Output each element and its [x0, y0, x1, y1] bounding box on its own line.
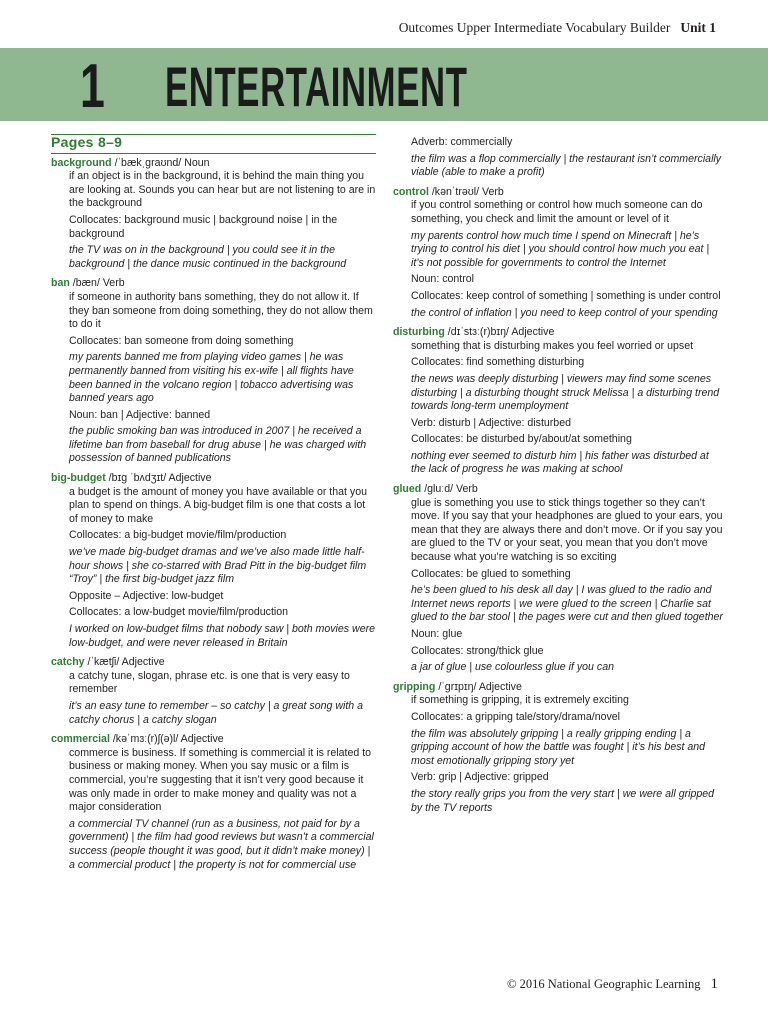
entry-disturbing [393, 326, 723, 477]
pronunciation: /kənˈtrəʊl/ Verb [431, 185, 504, 198]
headword: big-budget [51, 472, 106, 485]
entry-commercial [51, 733, 376, 872]
entry-catchy [51, 656, 376, 727]
examples: the control of inflation | you need to keep control of your spending [411, 306, 718, 319]
examples: the film was a flop commercially | the restaurant isn’t commercially viable (able to make a profit) [411, 152, 722, 179]
word-forms: Verb: disturb | Adjective: disturbed [411, 416, 571, 429]
entry-gripping [393, 681, 723, 815]
collocates: Collocates: a low-budget movie/film/production [69, 606, 289, 619]
word-forms: Noun: ban | Adjective: banned [69, 408, 211, 421]
copyright: © 2016 National Geographic Learning [507, 977, 701, 991]
definition: if an object is in the background, it is behind the main thing you are looking at. Sounds you can hear but are not listening to are in the background [69, 170, 376, 210]
definition: glue is something you use to stick things together so they can’t move. If you say that your headphones are glued to your ears, you mean that they are always there and don’t move. Or if you say you are glued to the TV or your seat, you mean that you don’t move because what you’re watching is so exciting [411, 496, 723, 564]
headword: gripping [393, 680, 436, 693]
pronunciation: /ˈɡrɪpɪŋ/ Adjective [438, 680, 522, 693]
headword: catchy [51, 656, 85, 669]
entry-control [393, 186, 723, 320]
entry-big-budget [51, 472, 376, 650]
collocates: Collocates: a gripping tale/story/drama/novel [411, 710, 621, 723]
headword: control [393, 185, 429, 198]
definition: if you control something or control how much someone can do something, you check and limit the amount or level of it [411, 199, 703, 225]
page-number: 1 [710, 976, 718, 992]
pronunciation: /bæn/ Verb [72, 277, 125, 290]
definition: something that is disturbing makes you feel worried or upset [411, 339, 694, 352]
pronunciation: /dɪˈstɜː(r)bɪŋ/ Adjective [447, 326, 555, 339]
headword: disturbing [393, 326, 445, 339]
page-footer [507, 976, 718, 993]
section-heading: Pages 8–9 [51, 134, 376, 154]
examples: it’s an easy tune to remember – so catchy | a great song with a catchy chorus | a catchy slogan [69, 699, 364, 726]
chapter-title: ENTERTAINMENT [165, 55, 468, 118]
examples: the film was absolutely gripping | a really gripping ending | a gripping account of how the battle was fought | it’s his best and most emotionally gripping story yet [411, 727, 706, 767]
definition: a budget is the amount of money you have available or that you plan to spend on things. A big-budget film is one that costs a lot of money to make [69, 485, 367, 525]
entry-glued [393, 483, 723, 675]
examples: we’ve made big-budget dramas and we’ve also made little half-hour shows | she co-starred with Brad Pitt in the big-budget film “Troy” | the first big-budget jazz film [69, 546, 367, 586]
examples: the TV was on in the background | you could see it in the background | the dance music continued in the background [69, 244, 347, 270]
examples: the news was deeply disturbing | viewers may find some scenes disturbing | a disturbing thought struck Melissa | a disturbing trend towards long-term unemployment [411, 372, 720, 413]
definition: if something is gripping, it is extremely exciting [411, 694, 629, 707]
pronunciation: /ˈbækˌɡraʊnd/ Noun [114, 156, 210, 169]
running-header [399, 20, 716, 36]
headword: glued [393, 483, 422, 496]
right-column [393, 136, 723, 821]
examples: he’s been glued to his desk all day | I was glued to the radio and Internet news reports | we were glued to the screen | Charlie sat glued to the bar stool | the pages were cut and then glued together [411, 584, 723, 624]
chapter-banner [0, 48, 768, 121]
book-title: Outcomes Upper Intermediate Vocabulary Builder [398, 20, 671, 35]
definition: commerce is business. If something is commercial it is related to business or making money. When you say music or a film is commercial, you’re suggesting that it isn’t very good because it was only made in order to make money and quality was not a major consideration [69, 746, 372, 814]
definition: if someone in authority bans something, they do not allow it. If they ban someone from doing something, they do not allow them to do it [69, 290, 373, 331]
collocates: Collocates: be glued to something [411, 567, 571, 580]
entry-ban [51, 277, 376, 466]
pronunciation: /ˈkætʃi/ Adjective [87, 656, 165, 669]
word-forms: Verb: grip | Adjective: gripped [411, 771, 549, 784]
examples: the story really grips you from the very start | we were all gripped by the TV reports [411, 787, 715, 814]
examples: nothing ever seemed to disturb him | his father was disturbed at the lack of progress he was making at school [411, 449, 709, 476]
definition: a catchy tune, slogan, phrase etc. is one that is very easy to remember [69, 669, 350, 696]
collocates: Collocates: strong/thick glue [411, 644, 544, 657]
headword: ban [51, 277, 70, 290]
entry-background [51, 157, 376, 272]
collocates: Collocates: ban someone from doing something [69, 334, 294, 347]
collocates: Collocates: be disturbed by/about/at something [411, 433, 632, 446]
collocates: Collocates: background music | background noise | in the background [69, 213, 338, 240]
examples: a commercial TV channel (run as a business, not paid for by a government) | the film had good reviews but wasn’t a commercial success (people thought it was good, but it didn’t make money) | a commercial product | the property is not for commercial use [69, 817, 374, 871]
pronunciation: /bɪɡ ˈbʌdʒɪt/ Adjective [108, 472, 212, 485]
headword: commercial [51, 733, 110, 746]
left-column [51, 134, 376, 878]
examples: a jar of glue | use colourless glue if you can [411, 661, 614, 674]
entry-commercial-continued [393, 136, 723, 180]
examples: I worked on low-budget films that nobody saw | both movies were low-budget, and were never released in Britain [69, 623, 376, 649]
chapter-number: 1 [80, 52, 105, 121]
examples: the public smoking ban was introduced in 2007 | he received a lifetime ban from baseball for drug abuse | he was charged with possession of banned publications [69, 425, 367, 465]
collocates: Collocates: keep control of something | something is under control [411, 289, 721, 302]
opposite: Opposite – Adjective: low-budget [69, 589, 224, 602]
unit-label: Unit 1 [680, 20, 716, 35]
examples: my parents control how much time I spend on Minecraft | he’s trying to control his diet | you should control how much you eat | it’s not possible for governments to control the Internet [411, 229, 710, 269]
word-forms: Noun: control [411, 273, 475, 286]
pronunciation: /kəˈmɜː(r)ʃ(ə)l/ Adjective [112, 733, 224, 746]
headword: background [51, 156, 112, 169]
word-forms: Adverb: commercially [411, 136, 513, 148]
collocates: Collocates: a big-budget movie/film/production [69, 529, 287, 542]
word-forms: Noun: glue [411, 628, 463, 640]
pronunciation: /ɡluːd/ Verb [424, 483, 478, 496]
examples: my parents banned me from playing video games | he was permanently banned from visiting his ex-wife | all flights have been banned in the volcano region | tobacco advertising was banned years ago [69, 351, 354, 405]
collocates: Collocates: find something disturbing [411, 356, 585, 369]
